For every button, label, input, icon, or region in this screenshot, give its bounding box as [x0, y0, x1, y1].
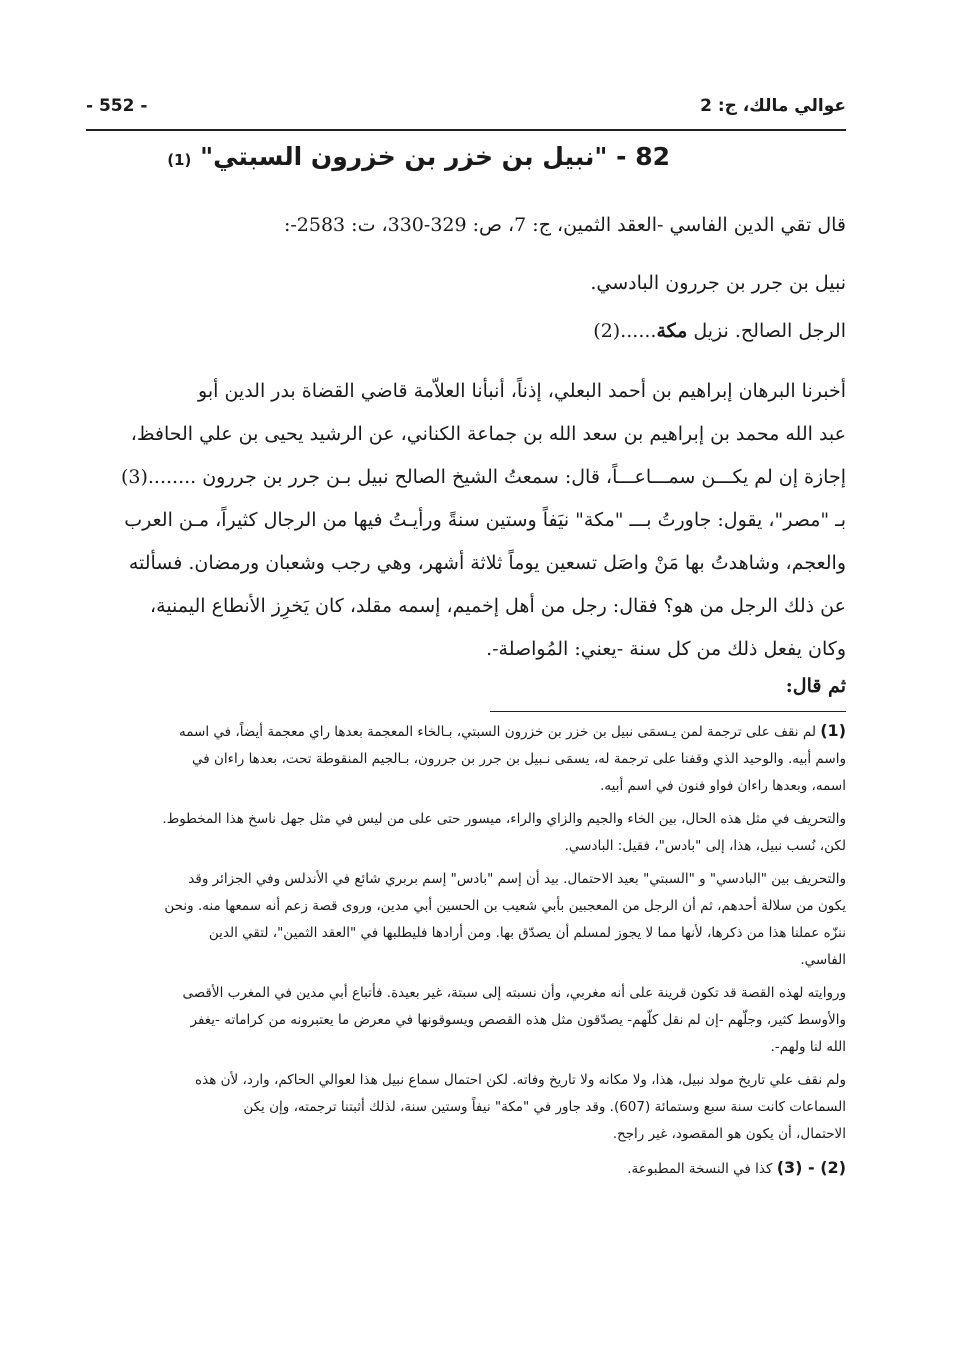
- description-prefix: الرجل الصالح. نزيل: [693, 320, 846, 342]
- footnote-line: [86, 717, 846, 746]
- footnote-line: لكن، نُسب نبيل، هذا، إلى "بادس"، فقيل: البادسي.: [564, 838, 846, 854]
- footnote-line: والأوسط كثير، وجلّهم -إن لم نقل كلّهم- يصدّقون مثل هذه القصص ويسوقونها في معرض ما يعتبرونه من كراماته -يغفر: [190, 1012, 846, 1028]
- footnote-paragraph: [86, 806, 846, 860]
- footnote-line: وروايته لهذه القصة قد تكون قرينة على أنه مغربي، وأن نسبته إلى سبتة، غير بعيدة. فأتباع أبي مدين في المغرب الأقصى: [182, 985, 846, 1001]
- name-line: نبيل بن جرر بن جررون البادسي.: [590, 272, 846, 294]
- entry-title: [150, 142, 670, 171]
- footnote-1-number: (1): [820, 721, 846, 740]
- paragraph-line: إجازة إن لم يكـــن سمـــاعـــاً، قال: سمعتُ الشيخ الصالح نبيل بـن جرر بن جررون ........(3): [120, 466, 846, 488]
- footnote-line: [86, 1154, 846, 1183]
- footnote-line: ولم نقف علي تاريخ مولد نبيل، هذا، ولا مكانه ولا تاريخ وفاته. لكن احتمال سماع نبيل هذا لعوالي الحاكم، وارد، لأن هذه: [195, 1072, 846, 1088]
- footnote-2-3-number: (2) - (3): [776, 1158, 846, 1177]
- paragraph-line: عن ذلك الرجل من هو؟ فقال: رجل من أهل إخميم، إسمه مقلد، كان يَخرِز الأنطاع اليمنية،: [150, 595, 846, 617]
- footnote-line: والتحريف بين "البادسي" و "السبتي" بعيد الاحتمال. بيد أن إسم "بادس" إسم بربري شائع في الأندلس وفي الجزائر وقد: [188, 871, 846, 887]
- description-line: [86, 320, 846, 342]
- footnote-line: يكون من سلالة أحدهم، ثم أن الرجل من المعجبين بأبي شعيب بن الحسين أبي مدين، وروى قصة زعم أنه سمعها منه. ونحن: [164, 898, 846, 914]
- paragraph-line: وكان يفعل ذلك من كل سنة -يعني: المُواصلة-.: [486, 638, 846, 660]
- paragraph-line: بـ "مصر"، يقول: جاورتُ بـــ "مكة" نيَفاً وستين سنةً ورأيـتُ فيها من الرجال كثيراً، مـن العرب: [124, 509, 846, 531]
- footnote-paragraph: [86, 866, 846, 974]
- footnote-line: الفاسي.: [800, 952, 846, 968]
- page-header: [86, 96, 846, 126]
- footnote-line: الاحتمال، أن يكون هو المقصود، غير راجح.: [612, 1126, 846, 1142]
- main-paragraph: [86, 370, 846, 671]
- footnote-line: الله لنا ولهم-.: [770, 1039, 846, 1055]
- footnote-1: [86, 717, 846, 800]
- title-footnote-ref: (1): [167, 151, 192, 169]
- footnotes: [86, 717, 846, 1189]
- footnote-paragraph: [86, 1067, 846, 1148]
- citation-line: قال تقي الدين الفاسي -العقد الثمين، ج: 7، ص: 329-330، ت: 2583-:: [283, 214, 846, 236]
- paragraph-line: عبد الله محمد بن إبراهيم بن سعد الله بن جماعة الكناني، عن الرشيد يحيى بن علي الحافظ،: [130, 423, 846, 445]
- description-bold-word: مكة: [656, 320, 688, 342]
- paragraph-line: والعجم، وشاهدتُ بها مَنْ واصَل تسعين يوماً ثلاثة أشهر، وهي رجب وشعبان ورمضان. فسألته: [128, 552, 846, 574]
- footnote-line: السماعات كانت سنة سبع وستمائة (607). وقد جاور في "مكة" نيفاً وستين سنة، لذلك أثبتنا ترجمته، وإن يكن: [243, 1099, 846, 1115]
- footnote-line: والتحريف في مثل هذه الحال، بين الخاء والجيم والزاي والراء، ميسور حتى على من ليس في مثل جهل ناسخ هذا المخطوط.: [162, 811, 846, 827]
- footnote-line: ننزّه عملنا هذا من ذكرها، لأنها مما لا يجوز لمسلم أن يصدّق بها. ومن أرادها فليطلبها في "العقد الثمين"، لتقي الدين: [208, 925, 846, 941]
- footnote-1-text: لم نقف على ترجمة لمن يـسمَى نبيل بن خزر بن خزرون السبتي، بـالخاء المعجمة بعدها راي معجمة أيضاً، في اسمه: [178, 724, 816, 740]
- footnote-line: واسم أبيه. والوحيد الذي وقفنا على ترجمة له، يسمَى نـبيل بن جرر بن جررون، بـالجيم المنقوطة تحت، بعدها راءان في: [192, 751, 846, 767]
- footnote-rule: [490, 711, 846, 712]
- header-rule: [86, 129, 846, 131]
- page-number: - 552 -: [86, 96, 148, 116]
- running-title: عوالي مالك، ج: 2: [700, 96, 846, 116]
- footnote-paragraph: [86, 980, 846, 1061]
- entry-title-text: 82 - "نبيل بن خزر بن خزرون السبتي": [200, 142, 670, 171]
- footnote-2-3-text: كذا في النسخة المطبوعة.: [627, 1161, 773, 1177]
- description-suffix: ......(2): [593, 320, 657, 342]
- then-said: ثم قال:: [785, 675, 846, 697]
- footnote-2-3: [86, 1154, 846, 1183]
- paragraph-line: أخبرنا البرهان إبراهيم بن أحمد البعلي، إذناً، أنبأنا العلاّمة قاضي القضاة بدر الدين أبو: [198, 380, 846, 402]
- footnote-line: اسمه، وبعدها راءان فواو فنون في اسم أبيه.: [600, 778, 846, 794]
